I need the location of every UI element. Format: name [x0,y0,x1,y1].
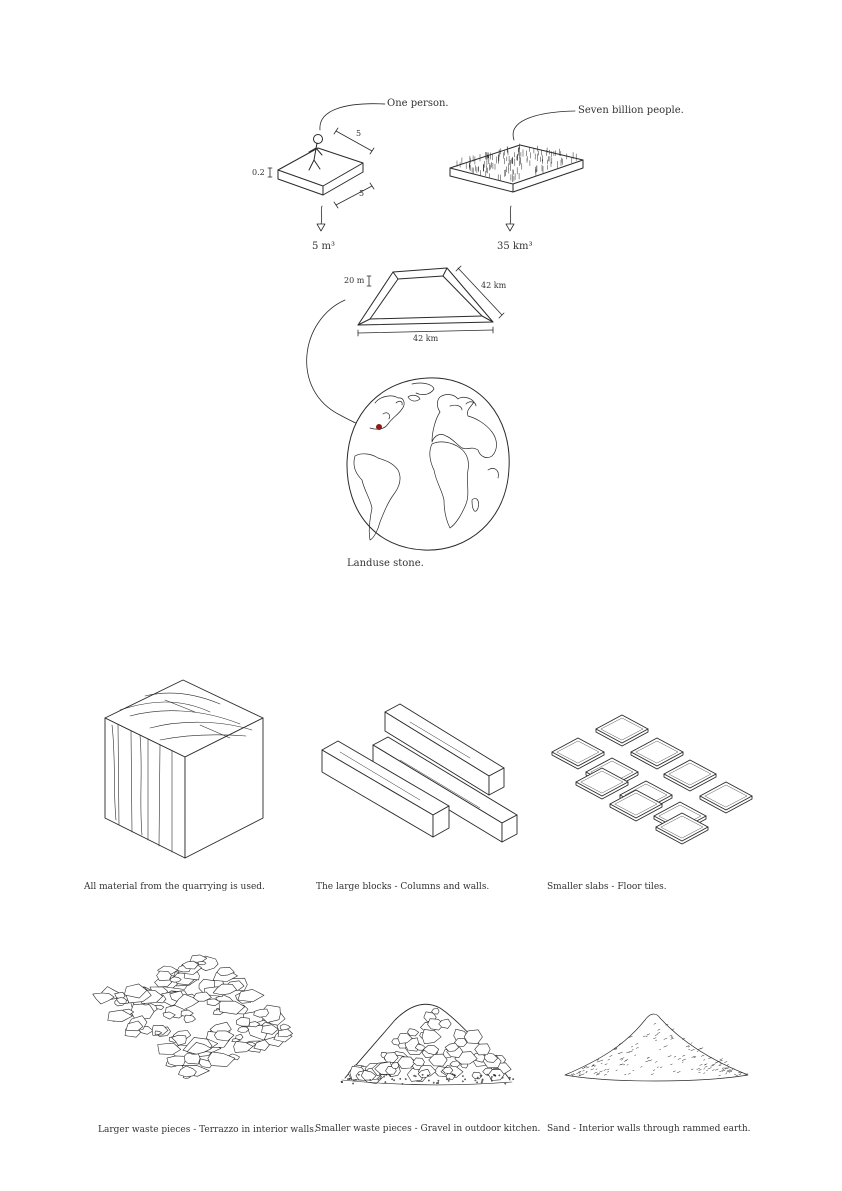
sand-speck [724,1062,727,1063]
slab-side-b-label: 5 [359,189,365,198]
terrazzo-piece [238,989,264,1001]
terrazzo-piece [236,1034,243,1040]
terrazzo-piece [157,971,172,981]
sand-pile [565,1014,748,1081]
caption-all-material: All material from the quarrying is used. [84,882,265,892]
gravel-grain [353,1080,354,1081]
caption-smaller-waste: Smaller waste pieces - Gravel in outdoor kitchen. [315,1124,541,1134]
landuse-caption: Landuse stone. [347,558,424,569]
gravel-grain [462,1081,463,1082]
sand-speck [720,1059,723,1060]
seven-billion-label: Seven billion people. [578,105,684,116]
gravel-grain [436,1083,437,1084]
gravel-grain [353,1083,354,1084]
caption-smaller-slabs: Smaller slabs - Floor tiles. [547,882,667,892]
slab-side-a-label: 5 [356,129,362,138]
caption-sand: Sand - Interior walls through rammed earth. [547,1124,751,1134]
sand-speck [691,1043,692,1044]
gravel-grain [513,1079,514,1080]
gravel-grain [448,1080,449,1081]
gravel-grain [438,1082,439,1083]
large-blocks [322,704,517,842]
terrazzo-piece [238,1027,249,1033]
floor-tile [700,782,752,810]
gravel-grain [349,1078,350,1079]
gravel-grain [477,1082,478,1083]
gravel-grain [438,1080,439,1081]
volume-one-label: 5 m³ [312,241,336,252]
terrazzo-piece [93,993,115,1004]
caption-large-blocks: The large blocks - Columns and walls. [316,882,490,892]
gravel-grain [400,1078,401,1079]
gravel-grain [394,1080,395,1081]
floor-tile [596,715,648,743]
sand-speck [719,1061,721,1062]
gravel-grain [433,1082,434,1083]
slab-thickness-label: 0.2 [252,168,265,177]
floor-tile [664,760,716,788]
gravel-grain [509,1077,510,1078]
quarry-side-b-label: 42 km [413,334,439,343]
quarry-side-a-label: 42 km [481,281,507,290]
terrazzo-piece [208,1052,235,1067]
gravel-pile [341,1004,514,1085]
terrazzo-piece [236,1017,249,1026]
gravel-grain [475,1080,476,1081]
gravel-grain [392,1079,393,1080]
gravel-grain [428,1080,429,1081]
one-person-label: One person. [387,98,449,109]
terrazzo-piece [254,1009,269,1017]
gravel-grain [481,1082,482,1083]
volume-all-label: 35 km³ [497,241,533,252]
terrazzo-piece [184,1015,196,1023]
gravel-grain [505,1083,506,1084]
gravel-grain [482,1080,483,1081]
terrazzo-piece [213,984,237,995]
sand-speck [727,1065,728,1066]
caption-larger-waste: Larger waste pieces - Terrazzo in interior walls. [98,1125,317,1135]
floor-tiles [552,715,752,844]
terrazzo-piece [214,1031,234,1041]
gravel-grain [347,1079,348,1080]
gravel-grain [405,1079,406,1080]
terrazzo-piece [198,961,206,965]
floor-tile [552,738,604,766]
quarry-depth-label: 20 m [344,276,365,285]
terrazzo-pieces [93,955,293,1079]
quarry-block-cube [105,680,263,858]
floor-tile [631,738,683,766]
gravel-grain [385,1082,386,1083]
